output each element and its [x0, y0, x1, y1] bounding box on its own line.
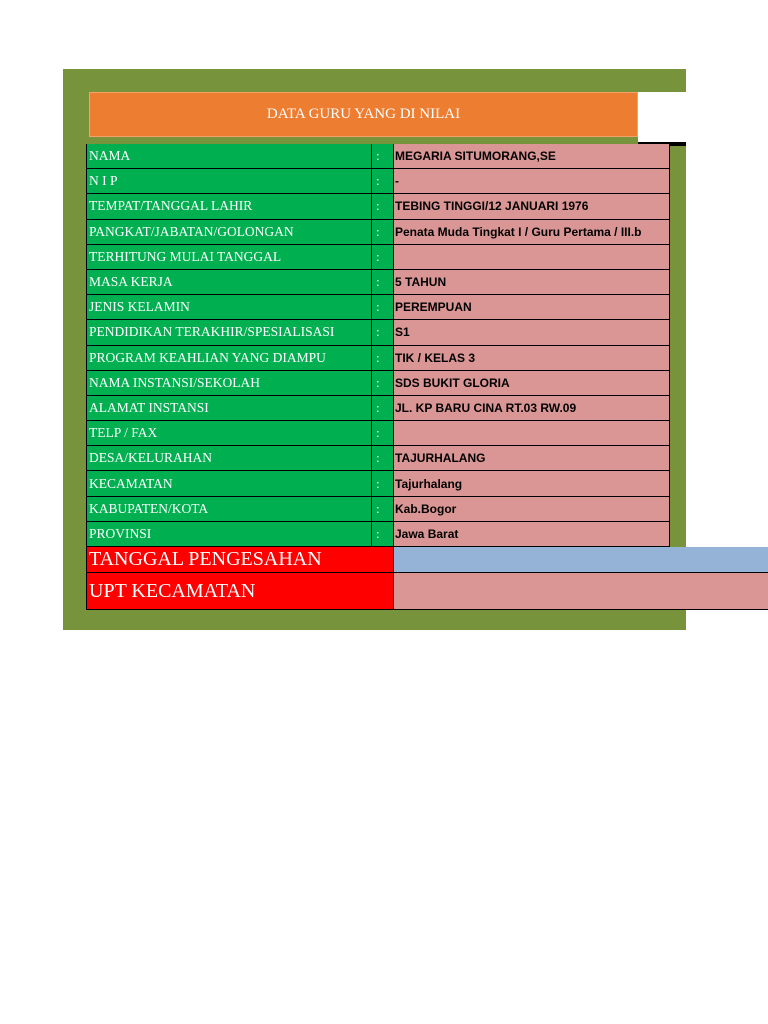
field-value[interactable]: SDS BUKIT GLORIA [394, 371, 670, 396]
field-label: DESA/KELURAHAN [86, 446, 372, 471]
table-row [86, 245, 670, 270]
field-label: KECAMATAN [86, 471, 372, 496]
table-row [86, 194, 670, 219]
tanggal-pengesahan-row [86, 547, 768, 573]
tanggal-pengesahan-label: TANGGAL PENGESAHAN [86, 547, 394, 573]
field-colon: : [372, 522, 394, 547]
field-colon: : [372, 446, 394, 471]
field-label: TERHITUNG MULAI TANGGAL [86, 245, 372, 270]
field-label: MASA KERJA [86, 270, 372, 295]
field-value[interactable] [394, 421, 670, 446]
field-value[interactable]: MEGARIA SITUMORANG,SE [394, 144, 670, 169]
field-value[interactable] [394, 245, 670, 270]
field-colon: : [372, 320, 394, 345]
field-label: NAMA INSTANSI/SEKOLAH [86, 371, 372, 396]
page-title-text: DATA GURU YANG DI NILAI [266, 106, 461, 122]
table-row [86, 497, 670, 522]
table-row [86, 320, 670, 345]
field-label: TEMPAT/TANGGAL LAHIR [86, 194, 372, 219]
field-colon: : [372, 371, 394, 396]
field-value[interactable]: JL. KP BARU CINA RT.03 RW.09 [394, 396, 670, 421]
table-row [86, 346, 670, 371]
field-colon: : [372, 144, 394, 169]
table-top-edge [670, 144, 686, 146]
field-colon: : [372, 295, 394, 320]
table-row [86, 522, 670, 547]
page-title [89, 92, 638, 137]
table-row [86, 471, 670, 496]
field-colon: : [372, 220, 394, 245]
teacher-data-table [86, 144, 670, 547]
table-row [86, 371, 670, 396]
field-colon: : [372, 471, 394, 496]
tanggal-pengesahan-value[interactable] [394, 547, 768, 573]
field-label: ALAMAT INSTANSI [86, 396, 372, 421]
field-colon: : [372, 245, 394, 270]
field-value[interactable]: Penata Muda Tingkat I / Guru Pertama / III.b [394, 220, 670, 245]
title-gap [638, 92, 686, 143]
table-row [86, 270, 670, 295]
field-colon: : [372, 194, 394, 219]
table-row [86, 295, 670, 320]
table-row [86, 421, 670, 446]
field-value[interactable]: Kab.Bogor [394, 497, 670, 522]
table-row [86, 446, 670, 471]
table-row [86, 220, 670, 245]
field-label: NAMA [86, 144, 372, 169]
field-value[interactable]: TIK / KELAS 3 [394, 346, 670, 371]
field-label: PROVINSI [86, 522, 372, 547]
field-colon: : [372, 346, 394, 371]
field-label: N I P [86, 169, 372, 194]
upt-kecamatan-value[interactable] [394, 573, 768, 610]
upt-kecamatan-row [86, 573, 768, 610]
field-value[interactable]: TEBING TINGGI/12 JANUARI 1976 [394, 194, 670, 219]
field-value[interactable]: Tajurhalang [394, 471, 670, 496]
field-label: PENDIDIKAN TERAKHIR/SPESIALISASI [86, 320, 372, 345]
field-value[interactable]: PEREMPUAN [394, 295, 670, 320]
table-row [86, 396, 670, 421]
field-colon: : [372, 396, 394, 421]
field-label: PROGRAM KEAHLIAN YANG DIAMPU [86, 346, 372, 371]
field-value[interactable]: Jawa Barat [394, 522, 670, 547]
field-value[interactable]: 5 TAHUN [394, 270, 670, 295]
field-colon: : [372, 421, 394, 446]
field-value[interactable]: S1 [394, 320, 670, 345]
table-row [86, 169, 670, 194]
field-label: TELP / FAX [86, 421, 372, 446]
field-label: KABUPATEN/KOTA [86, 497, 372, 522]
field-value[interactable]: TAJURHALANG [394, 446, 670, 471]
field-colon: : [372, 497, 394, 522]
table-row [86, 144, 670, 169]
upt-kecamatan-label: UPT KECAMATAN [86, 573, 394, 610]
field-colon: : [372, 270, 394, 295]
field-value[interactable]: - [394, 169, 670, 194]
field-label: PANGKAT/JABATAN/GOLONGAN [86, 220, 372, 245]
field-colon: : [372, 169, 394, 194]
field-label: JENIS KELAMIN [86, 295, 372, 320]
